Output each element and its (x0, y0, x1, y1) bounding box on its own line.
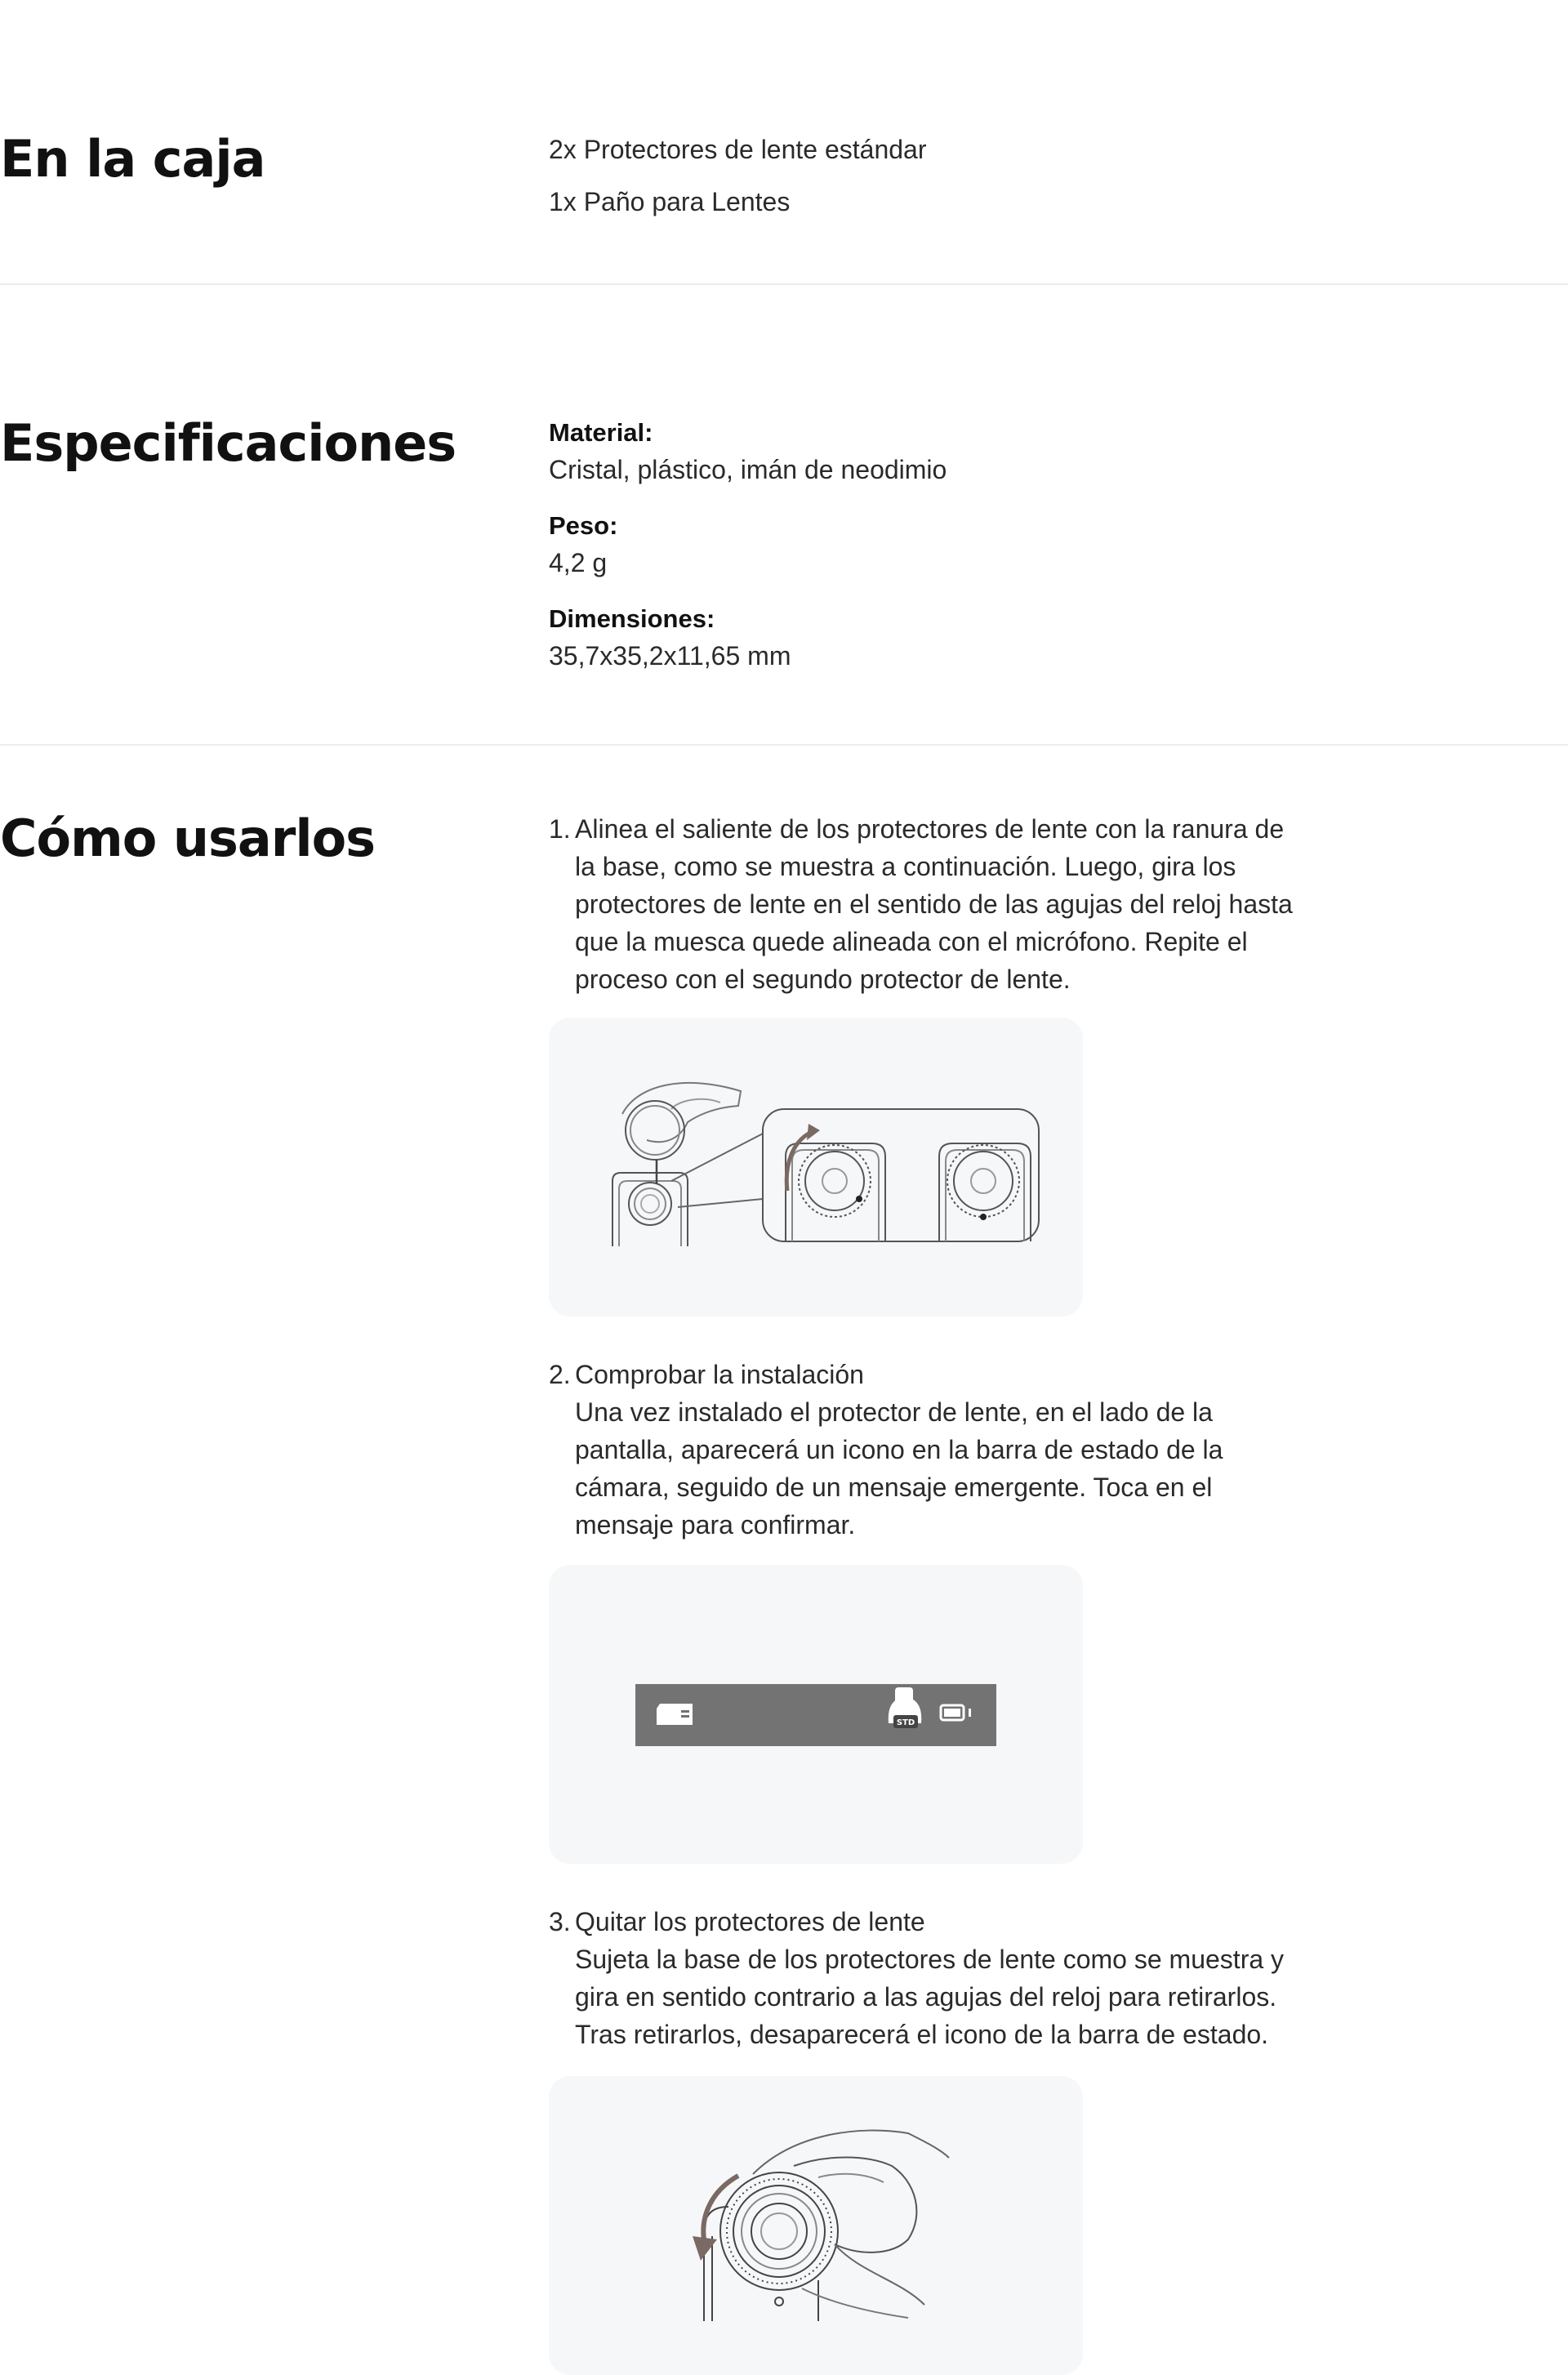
in-box-title: En la caja (0, 129, 265, 189)
step-1-text: Alinea el saliente de los protectores de lente con la ranura de la base, como se muestra a continuación. Luego, gira los protectores de lente en el sentido de las agujas del reloj hasta que la muesca quede alineada con el micrófono. Repite el proceso con el segundo protector de lente. (575, 814, 1293, 994)
divider (0, 283, 1568, 285)
figure-status-bar (549, 1565, 1083, 1864)
spec-label-weight: Peso: (549, 511, 618, 540)
sd-card-icon (657, 1704, 693, 1725)
lens-removal-illustration (549, 2076, 1083, 2375)
in-box-item: 2x Protectores de lente estándar (549, 135, 927, 164)
step-1 (549, 810, 1300, 998)
specs-list (549, 415, 1300, 694)
figure-lens-install (549, 1018, 1083, 1317)
step-number: 3. (549, 1907, 571, 1936)
step-3-text: Sujeta la base de los protectores de lente como se muestra y gira en sentido contrario a las agujas del reloj para retirarlos. Tras retirarlos, desaparecerá el icono de la barra de estado. (575, 1945, 1285, 2049)
spec-value-weight: 4,2 g (549, 548, 608, 577)
specs-title: Especificaciones (0, 413, 457, 473)
how-to-title: Cómo usarlos (0, 809, 376, 868)
step-2 (549, 1356, 1300, 1544)
spec-value-material: Cristal, plástico, imán de neodimio (549, 455, 947, 484)
status-badge: STD (896, 1718, 915, 1727)
step-2-heading: Comprobar la instalación (575, 1360, 864, 1389)
spec-label-dimensions: Dimensiones: (549, 604, 715, 633)
divider (0, 744, 1568, 746)
step-number: 1. (549, 814, 571, 844)
specs-section (0, 286, 1568, 745)
step-3-heading: Quitar los protectores de lente (575, 1907, 925, 1936)
in-box-list (549, 131, 1300, 221)
step-3 (549, 1903, 1300, 2053)
step-2-text: Una vez instalado el protector de lente, en el lado de la pantalla, aparecerá un icono en la barra de estado de la cámara, seguido de un mensaje emergente. Toca en el mensaje para confirmar. (575, 1397, 1223, 1540)
status-bar-illustration (549, 1565, 1083, 1864)
spec-label-material: Material: (549, 418, 653, 447)
step-number: 2. (549, 1360, 571, 1389)
spec-value-dimensions: 35,7x35,2x11,65 mm (549, 641, 791, 671)
in-box-section (0, 0, 1568, 286)
in-box-item: 1x Paño para Lentes (549, 187, 791, 216)
lens-install-illustration (549, 1018, 1083, 1317)
figure-lens-removal (549, 2076, 1083, 2375)
